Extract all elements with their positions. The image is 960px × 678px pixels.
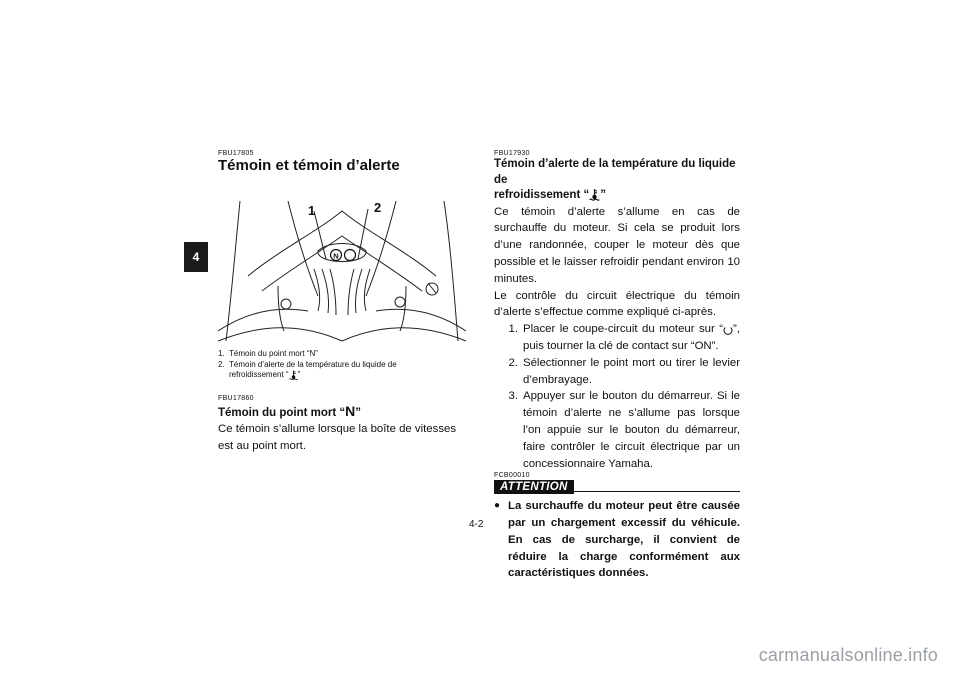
- caption-item-2: [218, 360, 466, 381]
- caption-text: Témoin d’alerte de la température du liquide de refroidissement “ ”: [229, 359, 397, 379]
- engine-stop-switch-icon: [723, 324, 733, 335]
- list-item: [494, 321, 740, 355]
- caution-text: La surchauffe du moteur peut être causée par un chargement excessif du véhicule. En cas de surcharge, il convient de réduire la charge conformément aux caractéristiques données.: [508, 500, 740, 580]
- callout-2: 2: [374, 200, 382, 215]
- section-code: FBU17860: [218, 394, 254, 402]
- right-column: [494, 150, 740, 582]
- bullet-icon: ●: [494, 500, 501, 512]
- caption-text: Témoin du point mort “N”: [229, 349, 318, 358]
- step-text: Placer le coupe-circuit du moteur sur “ ”, puis tourner la clé de contact sur “ON”.: [523, 323, 740, 352]
- neutral-indicator-heading: Témoin du point mort “N”: [218, 402, 361, 419]
- step-text: Sélectionner le point mort ou tirer le levier d’embrayage.: [523, 356, 740, 386]
- caption-number: 2.: [218, 359, 225, 369]
- caption-item-1: [218, 349, 466, 360]
- section-title: Témoin et témoin d’alerte: [218, 157, 400, 174]
- attention-label: ATTENTION: [494, 480, 574, 494]
- list-item: [494, 388, 740, 472]
- section-code: FBU17930: [494, 150, 530, 157]
- neutral-indicator-icon: N: [345, 402, 356, 419]
- caution-item: [494, 498, 740, 582]
- coolant-warning-paragraph: Ce témoin d’alerte s’allume en cas de surchauffe du moteur. Si cela se produit lors d’une randonnée, couper le moteur dès que possible et le laisser refroidir pendant environ 10 minutes.: [494, 205, 740, 285]
- section-code: FBU17805: [218, 150, 254, 157]
- step-number: 2.: [508, 356, 518, 369]
- caption-number: 1.: [218, 349, 225, 358]
- circuit-check-intro: Le contrôle du circuit électrique du témoin d’alerte s’effectue comme expliqué ci-après.: [494, 289, 740, 319]
- section-code: FCB00010: [494, 472, 530, 480]
- neutral-indicator-description: Ce témoin s’allume lorsque la boîte de vitesses est au point mort.: [218, 423, 457, 452]
- attention-rule: [574, 491, 740, 493]
- left-column: [218, 150, 466, 455]
- step-text: Appuyer sur le bouton du démarreur. Si le témoin d’alerte ne s’allume pas lorsque l’on appuie sur le bouton du démarreur, faire contrôler le circuit électrique par un concessionnaire Yamaha.: [523, 390, 740, 470]
- coolant-warning-heading: Témoin d’alerte de la température du liquide de refroidissement “ ”: [494, 158, 736, 202]
- chapter-tab: [184, 242, 208, 272]
- page-number: 4-2: [469, 519, 484, 530]
- coolant-temperature-icon: [289, 370, 298, 380]
- step-number: 1.: [508, 323, 518, 336]
- list-item: [494, 355, 740, 389]
- check-steps-list: [494, 321, 740, 472]
- coolant-temperature-icon: [589, 188, 600, 201]
- step-number: 3.: [508, 390, 518, 403]
- callout-1: 1: [308, 203, 316, 218]
- attention-banner: [494, 480, 740, 494]
- chapter-tab-number: 4: [192, 250, 200, 264]
- indicator-illustration: [218, 181, 466, 345]
- neutral-symbol-in-figure: N: [333, 251, 339, 261]
- figure-caption: [218, 349, 466, 381]
- watermark: carmanualsonline.info: [758, 645, 938, 665]
